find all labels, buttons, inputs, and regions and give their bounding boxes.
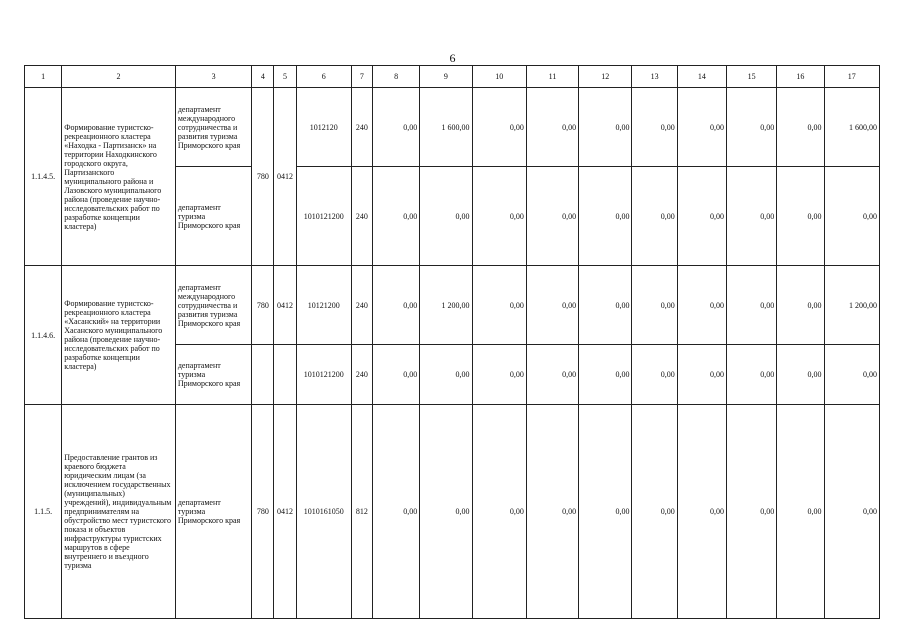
header-cell: 6 (296, 66, 351, 88)
row-vr: 240 (351, 167, 372, 266)
row-value: 0,00 (526, 88, 578, 167)
row-value: 0,00 (632, 345, 677, 405)
table-row (25, 405, 880, 619)
row-value: 0,00 (632, 167, 677, 266)
header-cell: 13 (632, 66, 677, 88)
header-cell: 1 (25, 66, 62, 88)
row-value: 1 200,00 (420, 266, 472, 345)
row-rzpr: 0412 (274, 266, 296, 345)
row-value: 0,00 (472, 88, 526, 167)
row-value: 0,00 (777, 345, 824, 405)
row-name: Предоставление грантов из краевого бюджета юридическим лицам (за исключением государственных (муниципальных) учреждений), индивидуальным предпринимателям на обустройство мест туристского показа и объектов инфраструктуры туристских маршрутов в сфере внутреннего и въездного туризма (62, 405, 176, 619)
row-value: 1 600,00 (420, 88, 472, 167)
row-grbs (252, 345, 274, 405)
row-value: 0,00 (420, 405, 472, 619)
row-value: 0,00 (472, 405, 526, 619)
row-value: 0,00 (472, 345, 526, 405)
row-grbs: 780 (252, 88, 274, 266)
row-total: 0,00 (824, 405, 879, 619)
row-name: Формирование туристско-рекреационного кластера «Находка - Партизанск» на территории Находкинского городского округа, Партизанского муниципального района и Лазовского муниципального района (проведение научно-исследовательских работ по разработке концепции кластера) (62, 88, 176, 266)
row-value: 0,00 (777, 405, 824, 619)
row-value: 0,00 (579, 167, 632, 266)
row-dept: департамент туризма Приморского края (175, 345, 251, 405)
row-value: 0,00 (472, 167, 526, 266)
header-cell: 15 (726, 66, 776, 88)
row-name: Формирование туристско-рекреационного кластера «Хасанский» на территории Хасанского муниципального района (проведение научно-исследовательских работ по разработке концепции кластера) (62, 266, 176, 405)
row-total: 0,00 (824, 345, 879, 405)
header-cell: 7 (351, 66, 372, 88)
row-dept: департамент международного сотрудничества и развития туризма Приморского края (175, 88, 251, 167)
header-cell: 10 (472, 66, 526, 88)
row-csr: 1012120 (296, 88, 351, 167)
table-row (25, 88, 880, 167)
row-value: 0,00 (579, 405, 632, 619)
header-cell: 12 (579, 66, 632, 88)
header-cell: 16 (777, 66, 824, 88)
row-code: 1.1.4.6. (25, 266, 62, 405)
row-value: 0,00 (677, 88, 726, 167)
row-dept: департамент международного сотрудничества и развития туризма Приморского края (175, 266, 251, 345)
row-value: 0,00 (726, 405, 776, 619)
row-value: 0,00 (632, 266, 677, 345)
row-value: 0,00 (579, 88, 632, 167)
row-value: 0,00 (726, 266, 776, 345)
header-cell: 2 (62, 66, 176, 88)
budget-table (24, 65, 880, 619)
row-grbs: 780 (252, 405, 274, 619)
row-vr: 812 (351, 405, 372, 619)
row-value: 0,00 (420, 167, 472, 266)
row-value: 0,00 (777, 167, 824, 266)
row-code: 1.1.5. (25, 405, 62, 619)
row-total: 0,00 (824, 167, 879, 266)
row-csr: 10121200 (296, 266, 351, 345)
row-value: 0,00 (526, 345, 578, 405)
row-csr: 1010161050 (296, 405, 351, 619)
row-value: 0,00 (526, 405, 578, 619)
row-total: 1 600,00 (824, 88, 879, 167)
row-value: 0,00 (420, 345, 472, 405)
row-value: 0,00 (726, 167, 776, 266)
row-value: 0,00 (472, 266, 526, 345)
header-cell: 11 (526, 66, 578, 88)
row-value: 0,00 (632, 405, 677, 619)
row-value: 0,00 (726, 345, 776, 405)
table-row (25, 266, 880, 345)
row-value: 0,00 (372, 345, 419, 405)
row-value: 0,00 (372, 88, 419, 167)
header-cell: 9 (420, 66, 472, 88)
row-value: 0,00 (526, 167, 578, 266)
row-rzpr (274, 345, 296, 405)
row-total: 1 200,00 (824, 266, 879, 345)
row-rzpr: 0412 (274, 405, 296, 619)
page-number: 6 (449, 51, 456, 65)
row-code: 1.1.4.5. (25, 88, 62, 266)
row-csr: 1010121200 (296, 345, 351, 405)
header-cell: 8 (372, 66, 419, 88)
row-value: 0,00 (677, 266, 726, 345)
row-dept: департамент туризма Приморского края (175, 405, 251, 619)
header-cell: 17 (824, 66, 879, 88)
row-value: 0,00 (632, 88, 677, 167)
row-value: 0,00 (579, 345, 632, 405)
row-value: 0,00 (579, 266, 632, 345)
row-value: 0,00 (677, 405, 726, 619)
row-value: 0,00 (677, 345, 726, 405)
row-value: 0,00 (372, 167, 419, 266)
row-vr: 240 (351, 266, 372, 345)
row-grbs: 780 (252, 266, 274, 345)
row-value: 0,00 (677, 167, 726, 266)
header-cell: 3 (175, 66, 251, 88)
row-csr: 1010121200 (296, 167, 351, 266)
row-dept: департамент туризма Приморского края (175, 167, 251, 266)
row-value: 0,00 (726, 88, 776, 167)
header-cell: 4 (252, 66, 274, 88)
row-value: 0,00 (526, 266, 578, 345)
header-row (25, 66, 880, 88)
row-vr: 240 (351, 345, 372, 405)
row-value: 0,00 (777, 88, 824, 167)
header-cell: 14 (677, 66, 726, 88)
row-vr: 240 (351, 88, 372, 167)
row-rzpr: 0412 (274, 88, 296, 266)
row-value: 0,00 (372, 266, 419, 345)
row-value: 0,00 (777, 266, 824, 345)
header-cell: 5 (274, 66, 296, 88)
row-value: 0,00 (372, 405, 419, 619)
